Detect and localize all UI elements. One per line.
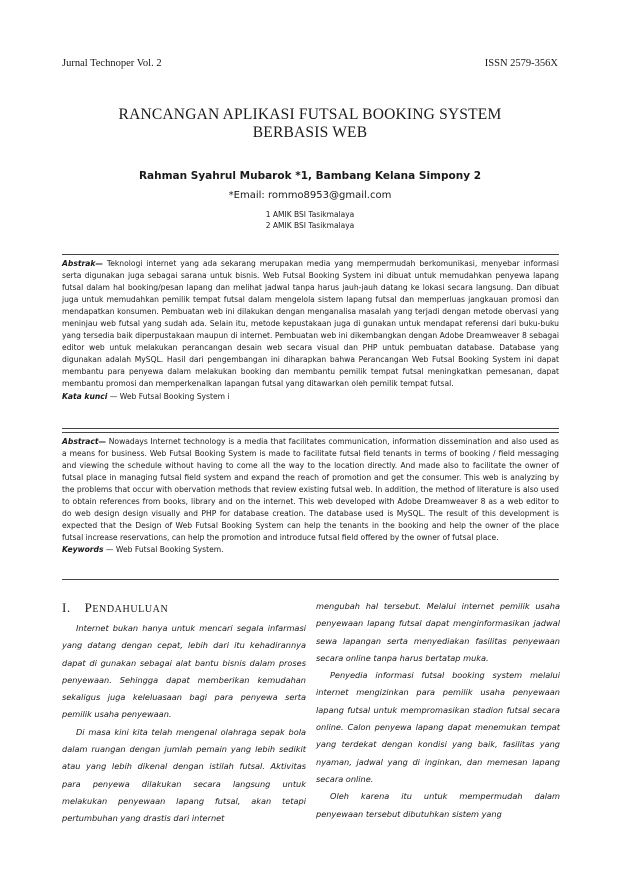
abstrak-label: Abstrak—: [62, 259, 103, 268]
right-paragraph-1: mengubah hal tersebut. Melalui internet pemilik usaha penyewaan lapang futsal dapat menginformasikan jadwal sewa lapangan serta menyediakan fasilitas penyewaan secara online tanpa harus bertatap muka.: [316, 601, 560, 663]
right-paragraph-3: Oleh karena itu untuk mempermudah dalam penyewaan tersebut dibutuhkan sistem yang: [316, 791, 560, 819]
section-initial: P: [84, 600, 93, 615]
issn-number: ISSN 2579-356X: [484, 58, 558, 69]
keywords-text: — Web Futsal Booking System.: [103, 545, 224, 555]
abstract-box: [62, 432, 559, 580]
abstrak-text: Teknologi internet yang ada sekarang merupakan media yang mempermudah berkomunikasi, menyebar informasi serta digunakan juga sebagai sarana untuk bisnis. Web Futsal Booking System ini dibuat untuk memudahkan penyewa lapang futsal dalam hal booking/pesan lapang dan melihat jadwal tanpa harus jauh-jauh datang ke lokasi secara langsung. Dan dibuat juga untuk memudahkan pemilik tempat futsal dalam mengelola sistem lapang futsal dan memperluas jangkauan promosi dan mendapatkan konsumen. Pembuatan web ini dilakukan dengan menganalisa masalah yang terjadi dengan metode obervasi yang meninjau web futsal yang sudah ada. Selain itu, metode kepustakaan juga di gunakan untuk mendapat referensi dari buku-buku yang tersedia baik diperpustakaan maupun di internet. Pembuatan web ini dikembangkan dengan Adobe Dreamweaver 8 sebagai editor web untuk melakukan perancangan desain web secara visual dan PHP untuk pembuatan database. Database yang digunakan adalah MySQL. Hasil dari pengembangan ini diharapkan bahwa Perancangan Web Futsal Booking System ini dapat membantu para penyewa dalam melakukan booking dan membantu pemilik tempat futsal meningkatkan pemesanan, dapat membantu promosi dan memperkenalkan lapangan futsal yang ditawarkan oleh pemilik tempat futsal.: [62, 259, 559, 389]
kata-kunci: [62, 391, 559, 403]
title-line-1: RANCANGAN APLIKASI FUTSAL BOOKING SYSTEM: [118, 106, 502, 123]
left-paragraph-1: Internet bukan hanya untuk mencari segala infarmasi yang datang dengan cepat, lebih dari itu kehadirannya dapat di gunakan sebagai alat bantu bisnis dalam proses penyewaan. Sehingga dapat memberikan kemudahan sekaligus juga keleluasaan bagi para penyewa serta pemilik usaha penyewaan.: [62, 623, 306, 720]
paper-title: [60, 106, 560, 142]
kata-kunci-label: Kata kunci: [62, 391, 108, 401]
affiliation-2: 2 AMIK BSI Tasikmalaya: [265, 221, 355, 230]
keywords-label: Keywords: [62, 545, 104, 555]
keywords: [62, 544, 559, 556]
author-email: *Email: rommo8953@gmail.com: [228, 190, 392, 201]
abstract-paragraph: [62, 436, 559, 544]
section-heading: [62, 600, 168, 616]
section-number: I.: [62, 600, 71, 615]
affiliation-1: 1 AMIK BSI Tasikmalaya: [265, 210, 355, 219]
right-column: [316, 598, 560, 823]
abstrak-box: [62, 254, 559, 429]
section-title-rest: ENDAHULUAN: [92, 604, 169, 615]
title-line-2: BERBASIS WEB: [252, 124, 368, 141]
abstrak-paragraph: [62, 258, 559, 391]
abstract-label: Abstract—: [62, 437, 107, 446]
journal-name: Jurnal Technoper Vol. 2: [62, 58, 162, 69]
left-paragraph-2: Di masa kini kita telah mengenal olahraga sepak bola dalam ruangan dengan jumlah pemain yang lebih sedikit atau yang lebih dikenal dengan istilah futsal. Aktivitas para penyewa dilakukan secara langsung untuk melakukan penyewaan lapang futsal, akan tetapi pertumbuhan yang drastis dari internet: [62, 726, 306, 824]
kata-kunci-text: — Web Futsal Booking System i: [107, 391, 230, 401]
author-list: Rahman Syahrul Mubarok *1, Bambang Kelana Simpony 2: [138, 170, 482, 182]
abstract-text: Nowadays Internet technology is a media that facilitates communication, information dissemination and also used as a means for business. Web Futsal Booking System is made to facilitate futsal field tenants in terms of booking / field messaging and viewing the schedule without having to come all the way to the location directly. And made also to facilitate the owner of futsal place in managing futsal field system and expand the reach of promotion and get the consumer. This web is analyzing by the problems that occur with obervation methods that review existing futsal web. In addition, the method of literature is also used to obtain references from books, library and on the internet. This web developed with Adobe Dreamweaver 8 as a web editor to do web design design visually and PHP for database creation. The database used is MySQL. The result of this development is expected that the Design of Web Futsal Booking System can help the tenants in the booking and help the owner of the place futsal increase reservations, can help the promotion and introduce futsal field offered by the owner of futsal place.: [62, 437, 559, 543]
left-column: [62, 620, 306, 828]
right-paragraph-2: Penyedia informasi futsal booking system melalui internet mengizinkan para pemilik usaha penyewaan lapang futsal untuk mempromasikan stadion futsal secara online. Calon penyewa lapang dapat menemukan tempat yang terdekat dengan kondisi yang baik, fasilitas yang nyaman, jadwal yang di inginkan, dan memesan lapang secara online.: [316, 670, 560, 784]
